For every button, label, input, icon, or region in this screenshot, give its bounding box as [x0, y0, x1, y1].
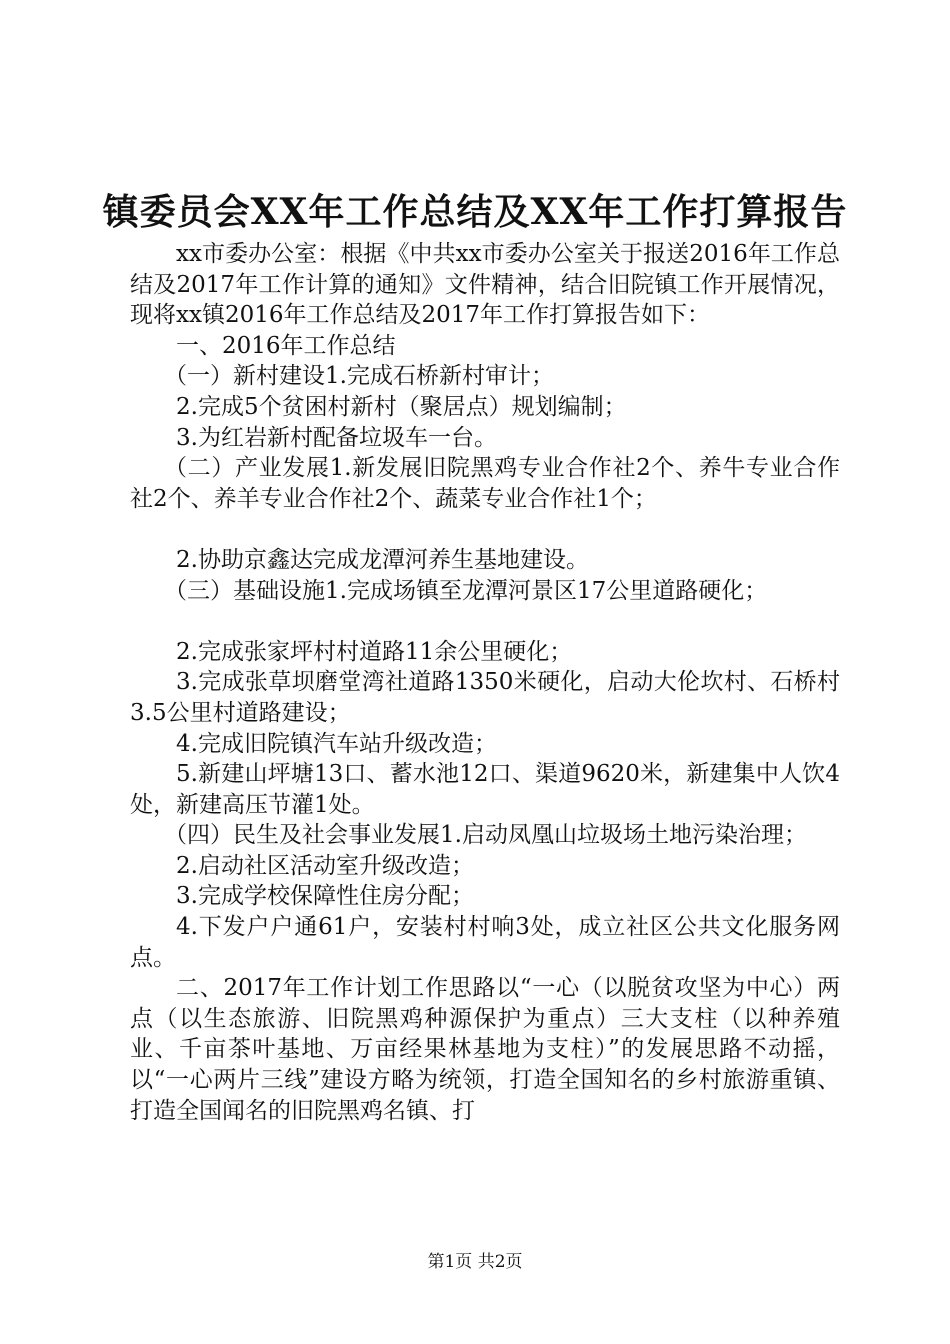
page-number: 第1页 共2页 — [427, 1252, 523, 1272]
paragraph-intro: xx市委办公室：根据《中共xx市委办公室关于报送2016年工作总结及2017年工作计算的通知》文件精神，结合旧院镇工作开展情况，现将xx镇2016年工作总结及2017年工作打算报告如下： — [130, 241, 840, 329]
paragraph-health-base: 2.协助京鑫达完成龙潭河养生基地建设。 — [176, 546, 589, 573]
paragraph-school-housing: 3.完成学校保障性住房分配； — [176, 883, 474, 910]
paragraph-culture-service: 4.下发户户通61户，安装村村响3处，成立社区公共文化服务网点。 — [130, 914, 840, 971]
paragraph-road-construction: 3.完成张草坝磨堂湾社道路1350米硬化，启动大伦坎村、石桥村3.5公里村道路建设； — [130, 669, 840, 726]
paragraph-industry: （二）产业发展1.新发展旧院黑鸡专业合作社2个、养牛专业合作社2个、养羊专业合作社2个、蔬菜专业合作社1个； — [130, 455, 840, 512]
paragraph-livelihood: （四）民生及社会事业发展1.启动凤凰山垃圾场土地污染治理； — [164, 822, 807, 849]
paragraph-planning: 2.完成5个贫困村新村（聚居点）规划编制； — [176, 393, 627, 420]
paragraph-water-works: 5.新建山坪塘13口、蓄水池12口、渠道9620米，新建集中人饮4处，新建高压节灌1处。 — [130, 761, 840, 818]
paragraph-garbage-truck: 3.为红岩新村配备垃圾车一台。 — [176, 424, 497, 451]
paragraph-gap — [130, 606, 840, 637]
document-title: 镇委员会XX年工作总结及XX年工作打算报告 — [102, 191, 848, 233]
paragraph-new-village: （一）新村建设1.完成石桥新村审计； — [164, 363, 554, 390]
paragraph-infrastructure: （三）基础设施1.完成场镇至龙潭河景区17公里道路硬化； — [164, 577, 768, 604]
document-body — [130, 239, 840, 1126]
paragraph-community-room: 2.启动社区活动室升级改造； — [176, 852, 474, 879]
paragraph-section-1-heading: 一、2016年工作总结 — [176, 332, 396, 359]
paragraph-gap — [130, 514, 840, 545]
paragraph-bus-station: 4.完成旧院镇汽车站升级改造； — [176, 730, 497, 757]
paragraph-section-2-plan: 二、2017年工作计划工作思路以“一心（以脱贫攻坚为中心）两点（以生态旅游、旧院黑鸡种源保护为重点）三大支柱（以种养殖业、千亩茶叶基地、万亩经果林基地为支柱）”的发展思路不动摇，以“一心两片三线”建设方略为统领，打造全国知名的乡村旅游重镇、打造全国闻名的旧院黑鸡名镇、打 — [130, 975, 840, 1124]
paragraph-road-hardening: 2.完成张家坪村村道路11余公里硬化； — [176, 638, 573, 665]
